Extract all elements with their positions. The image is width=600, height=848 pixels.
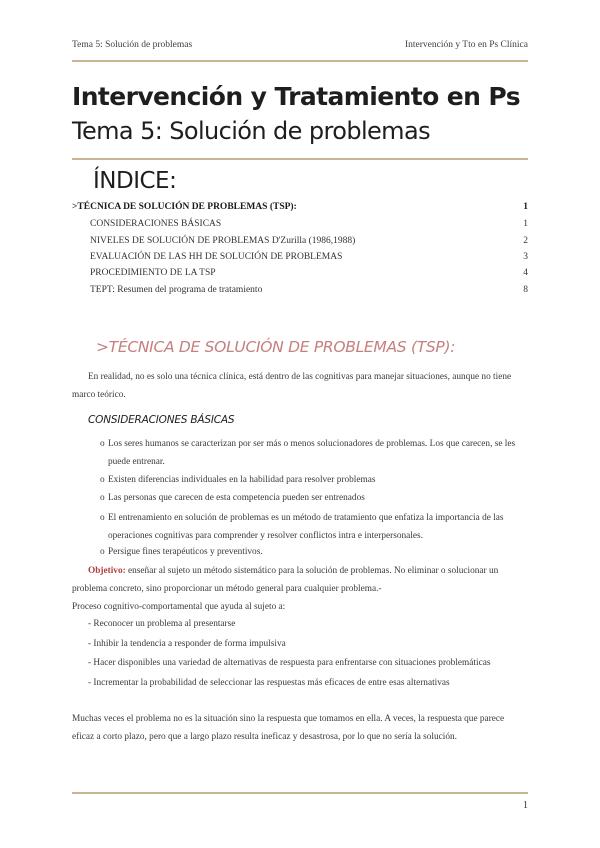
process-intro: Proceso cognitivo-comportamental que ayuda al sujeto a: [72, 602, 286, 612]
running-header-left: Tema 5: Solución de problemas [72, 40, 193, 50]
toc-entry-page: 1 [523, 219, 528, 229]
title-rule [72, 158, 528, 160]
bullet-text: Persigue fines terapéuticos y preventivos. [108, 547, 263, 557]
bullet-item [100, 510, 528, 545]
bullet-text: El entrenamiento en solución de problemas es un método de tratamiento que enfatiza la importancia de las operaciones cognitivas para comprender y resolver conflictos intra e interpersonales. [108, 513, 504, 541]
bullet-text: Las personas que carecen de esta competencia pueden ser entrenados [108, 493, 365, 503]
toc-entry-label: TEPT: Resumen del programa de tratamiento [90, 285, 263, 295]
section-heading: >TÉCNICA DE SOLUCIÓN DE PROBLEMAS (TSP): [96, 338, 456, 356]
index-heading: ÍNDICE: [93, 168, 177, 194]
bullet-item [100, 436, 528, 471]
toc-entry-label: >TÉCNICA DE SOLUCIÓN DE PROBLEMAS (TSP): [72, 202, 297, 212]
process-item: - Reconocer un problema al presentarse [88, 619, 236, 629]
toc-entry-label: NIVELES DE SOLUCIÓN DE PROBLEMAS D'Zurilla (1986,1988) [90, 236, 356, 246]
objective-label: Objetivo: [88, 566, 126, 576]
document-title: Intervención y Tratamiento en Ps [72, 82, 520, 111]
toc-entry-page: 8 [523, 285, 528, 295]
bullet-marker: o [100, 475, 105, 485]
bullet-item [100, 544, 528, 562]
bullet-text: Los seres humanos se caracterizan por ser más o menos solucionadores de problemas. Los que carecen, se les puede entrenar. [108, 439, 516, 467]
bullet-marker: o [100, 513, 105, 523]
bullet-marker: o [100, 547, 105, 557]
process-item: - Inhibir la tendencia a responder de forma impulsiva [88, 639, 286, 649]
toc-entry-page: 2 [523, 236, 528, 246]
bullet-marker: o [100, 493, 105, 503]
footer-rule [72, 792, 528, 794]
subsection-heading: CONSIDERACIONES BÁSICAS [88, 414, 235, 426]
intro-paragraph: En realidad, no es solo una técnica clínica, está dentro de las cognitivas para manejar situaciones, aunque no tiene marco teórico. [72, 372, 512, 400]
toc-entry-page: 4 [523, 268, 528, 278]
toc-entry-page: 3 [523, 252, 528, 262]
toc-entry-page: 1 [523, 202, 528, 212]
objective-text: enseñar al sujeto un método sistemático para la solución de problemas. No eliminar o solucionar un problema concreto, sino proporcionar un método general para cualquier problema.- [72, 566, 499, 594]
document-subtitle: Tema 5: Solución de problemas [72, 117, 430, 145]
toc-entry-label: PROCEDIMIENTO DE LA TSP [90, 268, 216, 278]
bullet-item [100, 490, 528, 508]
closing-paragraph: Muchas veces el problema no es la situación sino la respuesta que tomamos en ella. A veces, la respuesta que parece eficaz a corto plazo, pero que a largo plazo resulta ineficaz y desastrosa, por lo que no sería la solución. [72, 714, 505, 742]
running-header-right: Intervención y Tto en Ps Clínica [404, 40, 528, 50]
process-item: - Incrementar la probabilidad de seleccionar las respuestas más eficaces de entre esas alternativas [88, 678, 450, 688]
bullet-item [100, 472, 528, 490]
header-rule [72, 60, 528, 62]
page-number: 1 [523, 800, 528, 811]
bullet-text: Existen diferencias individuales en la habilidad para resolver problemas [108, 475, 376, 485]
objective-paragraph [72, 563, 528, 598]
toc-entry-label: CONSIDERACIONES BÁSICAS [90, 219, 222, 229]
bullet-marker: o [100, 439, 105, 449]
process-item: - Hacer disponibles una variedad de alternativas de respuesta para enfrentarse con situaciones problemáticas [88, 658, 491, 668]
toc-entry-label: EVALUACIÓN DE LAS HH DE SOLUCIÓN DE PROBLEMAS [90, 252, 343, 262]
